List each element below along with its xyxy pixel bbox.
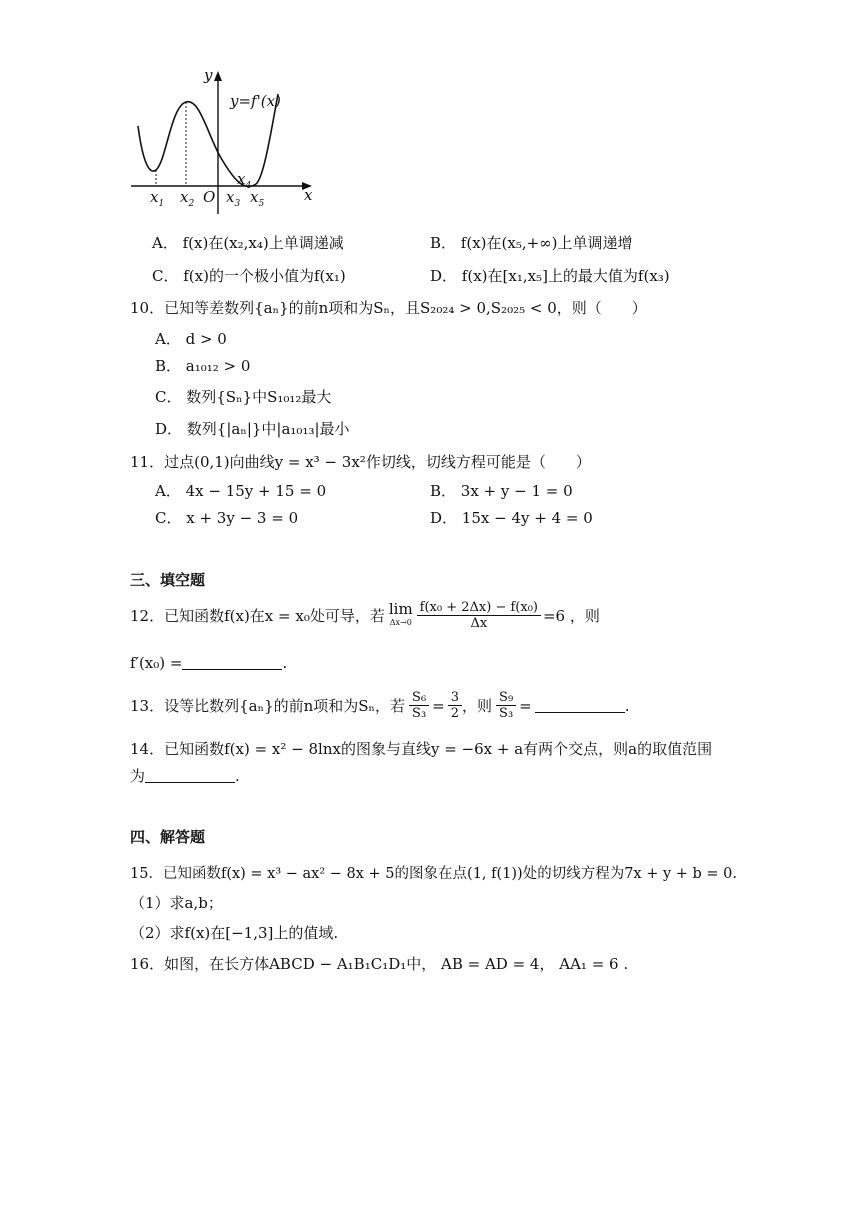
x2-label: $x_2$ xyxy=(180,188,195,209)
q12-numerator: f(x₀ + 2Δx) − f(x₀) xyxy=(417,600,541,616)
origin-label: O xyxy=(203,188,216,206)
q11-stem: 11．过点(0,1)向曲线y = x³ − 3x²作切线，切线方程可能是（ ） xyxy=(130,453,591,471)
q12-fraction xyxy=(417,600,541,631)
x3-label: $x_3$ xyxy=(226,188,241,209)
q13-fraction-s6-s3 xyxy=(409,690,429,721)
q12-denominator: Δx xyxy=(470,616,488,631)
q13-f1-num: S₆ xyxy=(409,690,429,706)
q9-option-c: C． f(x)的一个极小值为f(x₁) xyxy=(152,267,346,285)
q12-lim-sub: Δx→0 xyxy=(389,617,412,627)
q10-option-c: C． 数列{Sₙ}中S₁₀₁₂最大 xyxy=(155,388,332,406)
q13-eq2: = xyxy=(519,696,532,715)
derivative-graph xyxy=(126,66,326,220)
q10-option-b: B． a₁₀₁₂ > 0 xyxy=(155,357,251,375)
q12-lim-text: lim xyxy=(388,599,413,618)
q9-option-b: B． f(x)在(x₅,+∞)上单调递增 xyxy=(430,234,633,252)
q13-f3-num: S₉ xyxy=(496,690,516,706)
q13-mid: ，则 xyxy=(462,697,493,715)
q16-stem: 16．如图，在长方体ABCD − A₁B₁C₁D₁中， AB = AD = 4， AA₁ = 6 . xyxy=(130,955,629,973)
q15-stem: 15．已知函数f(x) = x³ − ax² − 8x + 5的图象在点(1, f(1))处的切线方程为7x + y + b = 0. xyxy=(130,866,738,882)
q13-f1-den: S₃ xyxy=(412,706,427,721)
q13-f3-den: S₃ xyxy=(499,706,514,721)
x1-label: $x_1$ xyxy=(150,188,165,209)
q14-answer-blank[interactable] xyxy=(145,768,235,783)
q10-option-a: A． d > 0 xyxy=(155,330,227,348)
q11-option-a: A． 4x − 15y + 15 = 0 xyxy=(155,482,327,500)
x5-label: $x_5$ xyxy=(250,188,265,209)
q13-fraction-s9-s3 xyxy=(496,690,516,721)
section-fill-in-title: 三、填空题 xyxy=(130,571,206,589)
q13-answer-blank[interactable] xyxy=(535,698,625,713)
q13-prefix: 13．设等比数列{aₙ}的前n项和为Sₙ，若 xyxy=(130,697,406,715)
curve-label: y=f'(x) xyxy=(230,92,281,110)
q12-prefix: 12．已知函数f(x)在x = x₀处可导，若 xyxy=(130,607,385,625)
q13-line: 13．设等比数列{aₙ}的前n项和为Sₙ，若 $\frac{\text{S₆}}{\text{S₃}}$ = $\frac{3}{2}$ ，则 $\frac{\text{S₉}}{\text{S₃}}$ = . xyxy=(130,690,630,721)
q14-line2: 为 . xyxy=(130,767,240,785)
q9-option-d: D． f(x)在[x₁,x₅]上的最大值为f(x₃) xyxy=(430,267,670,285)
q11-option-c: C． x + 3y − 3 = 0 xyxy=(155,509,299,527)
q13-f2-num: 3 xyxy=(448,690,462,706)
q15-part2: （2）求f(x)在[−1,3]上的值域. xyxy=(130,924,339,942)
q12-answer-blank[interactable] xyxy=(182,655,282,670)
q10-option-d: D． 数列{|aₙ|}中|a₁₀₁₃|最小 xyxy=(155,420,350,438)
q14-prefix: 为 xyxy=(130,767,146,785)
q12-limit xyxy=(388,599,413,630)
q12-line2: f′(x₀) = . xyxy=(130,654,288,672)
x4-label: $x_4$ xyxy=(237,170,252,191)
q14-line1: 14．已知函数f(x) = x² − 8lnx的图象与直线y = −6x + a有两个交点，则a的取值范围 xyxy=(130,740,713,758)
y-axis-arrow xyxy=(214,71,222,81)
q12-derivative: f′(x₀) = xyxy=(130,654,183,672)
q11-option-d: D． 15x − 4y + 4 = 0 xyxy=(430,509,593,527)
q13-f2-den: 2 xyxy=(450,706,460,721)
section-solution-title: 四、解答题 xyxy=(130,828,206,846)
q15-part1: （1）求a,b； xyxy=(130,894,223,912)
q11-option-b: B． 3x + y − 1 = 0 xyxy=(430,482,573,500)
y-axis-label: y xyxy=(204,66,213,84)
q9-option-a: A． f(x)在(x₂,x₄)上单调递减 xyxy=(152,234,344,252)
q12-line1 xyxy=(130,600,600,631)
q13-eq1: = xyxy=(432,696,445,715)
x-axis-label: x xyxy=(304,186,313,204)
q10-stem: 10．已知等差数列{aₙ}的前n项和为Sₙ，且S₂₀₂₄ > 0,S₂₀₂₅ < 0，则（ ） xyxy=(130,299,647,317)
q12-suffix: =6 ，则 xyxy=(542,607,600,625)
q13-fraction-3-2 xyxy=(448,690,462,721)
